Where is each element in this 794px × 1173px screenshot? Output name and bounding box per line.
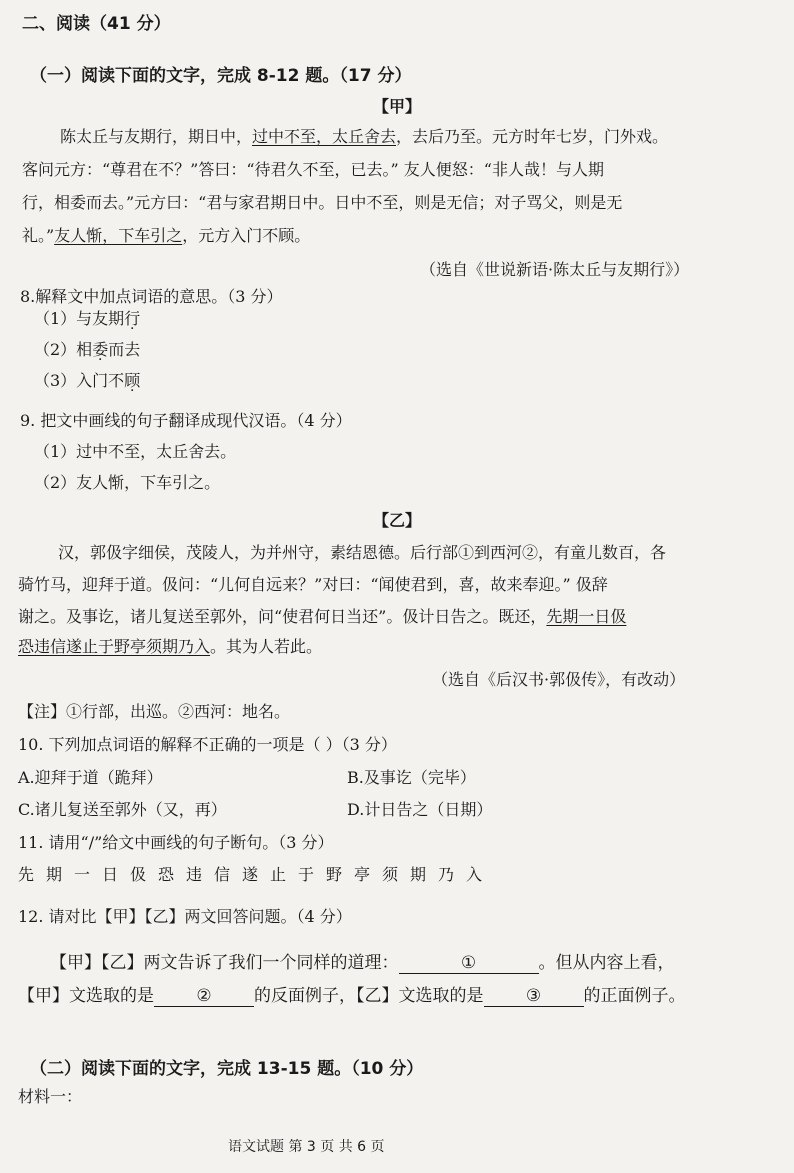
jia-line-4: [22, 226, 310, 245]
jia-line-1: [60, 127, 668, 146]
q12-text: 【甲】【乙】两文告诉了我们一个同样的道理：: [50, 953, 399, 973]
item-text: 而去: [108, 340, 141, 359]
yi-line-3: [18, 607, 626, 626]
q12-text: 的正面例子。: [583, 986, 686, 1006]
material-label: 材料一：: [18, 1087, 83, 1106]
item-text: （1）与友期: [34, 309, 125, 328]
jia-line-2: 客问元方：“尊君在不？”答曰：“待君久不至，已去。” 友人便怒：“非人哉！与人期: [22, 160, 604, 179]
q8-item-3: [34, 371, 140, 390]
jia-line-3: 行，相委而去。”元方曰：“君与家君期日中。日中不至，则是无信；对子骂父，则是无: [22, 193, 623, 212]
q10-stem: 10. 下列加点词语的解释不正确的一项是（ ）（3 分）: [18, 735, 397, 754]
q10-option-a: A.迎拜于道（跪拜）: [18, 768, 163, 787]
underlined-sentence-3: 先期一日伋: [546, 607, 627, 626]
answer-blank-2[interactable]: ②: [154, 986, 254, 1007]
q12-text: 。但从内容上看，: [538, 953, 675, 973]
jia-text: ，元方入门不顾。: [182, 226, 311, 245]
q8-stem: 8.解释文中加点词语的意思。（3 分）: [20, 287, 283, 306]
answer-blank-1[interactable]: ①: [399, 953, 539, 974]
item-text: （3）入门不: [34, 371, 125, 390]
q12-text: 的反面例子，【乙】文选取的是: [254, 986, 484, 1006]
underlined-sentence-2: 友人惭，下车引之: [54, 226, 183, 245]
dotted-word: 顾: [124, 371, 141, 390]
q10-option-c: C.诸儿复送至郭外（又，再）: [18, 800, 227, 819]
yi-line-2: 骑竹马，迎拜于道。伋问：“儿何自远来？”对曰：“闻使君到，喜，故来奉迎。” 伋辞: [18, 575, 608, 594]
q12-stem: 12. 请对比【甲】【乙】两文回答问题。（4 分）: [18, 907, 352, 926]
item-text: （2）相: [34, 340, 93, 359]
jia-text: ，去后乃至。元方时年七岁，门外戏。: [396, 127, 669, 146]
jia-label: 【甲】: [372, 97, 421, 116]
underlined-sentence-1: 过中不至，太丘舍去: [252, 127, 397, 146]
yi-line-1: 汉，郭伋字细侯，茂陵人，为并州守，素结恩德。后行部①到西河②，有童儿数百，各: [58, 543, 667, 562]
yi-source: （选自《后汉书·郭伋传》，有改动）: [432, 670, 686, 689]
part1-heading: （一）阅读下面的文字，完成 8-12 题。（17 分）: [30, 66, 412, 86]
answer-blank-3[interactable]: ③: [484, 986, 584, 1007]
jia-text: 礼。”: [22, 226, 55, 245]
q12-line-1: [50, 953, 675, 974]
yi-note: 【注】①行部，出巡。②西河：地名。: [18, 702, 291, 721]
jia-text: 陈太丘与友期行，期日中，: [60, 127, 253, 146]
part2-heading: （二）阅读下面的文字，完成 13-15 题。（10 分）: [30, 1059, 424, 1079]
yi-text: 。其为人若此。: [210, 637, 323, 656]
q8-item-1: [34, 309, 140, 328]
q9-stem: 9. 把文中画线的句子翻译成现代汉语。（4 分）: [20, 411, 352, 430]
q8-item-2: [34, 340, 140, 359]
section-heading: 二、阅读（41 分）: [22, 14, 171, 34]
jia-source: （选自《世说新语·陈太丘与友期行》）: [420, 260, 690, 279]
dotted-word: 委: [92, 340, 109, 359]
q9-item-1: （1）过中不至，太丘舍去。: [34, 442, 237, 461]
q11-sentence: 先期一日伋恐违信遂止于野亭须期乃入: [18, 865, 495, 884]
page-footer: 语文试题 第 3 页 共 6 页: [228, 1139, 385, 1155]
yi-label: 【乙】: [372, 511, 421, 530]
q9-item-2: （2）友人惭，下车引之。: [34, 473, 221, 492]
q11-stem: 11. 请用“/”给文中画线的句子断句。（3 分）: [18, 833, 334, 852]
q12-text: 【甲】文选取的是: [18, 986, 154, 1006]
yi-text: 谢之。及事讫，诸儿复送至郭外，问“使君何日当还”。伋计日告之。既还，: [18, 607, 547, 626]
underlined-sentence-3-cont: 恐违信遂止于野亭须期乃入: [18, 637, 211, 656]
dotted-word: 行: [124, 309, 141, 328]
q10-option-d: D.计日告之（日期）: [347, 800, 493, 819]
yi-line-4: [18, 637, 322, 656]
q12-line-2: [18, 986, 686, 1007]
q10-option-b: B.及事讫（完毕）: [347, 768, 476, 787]
